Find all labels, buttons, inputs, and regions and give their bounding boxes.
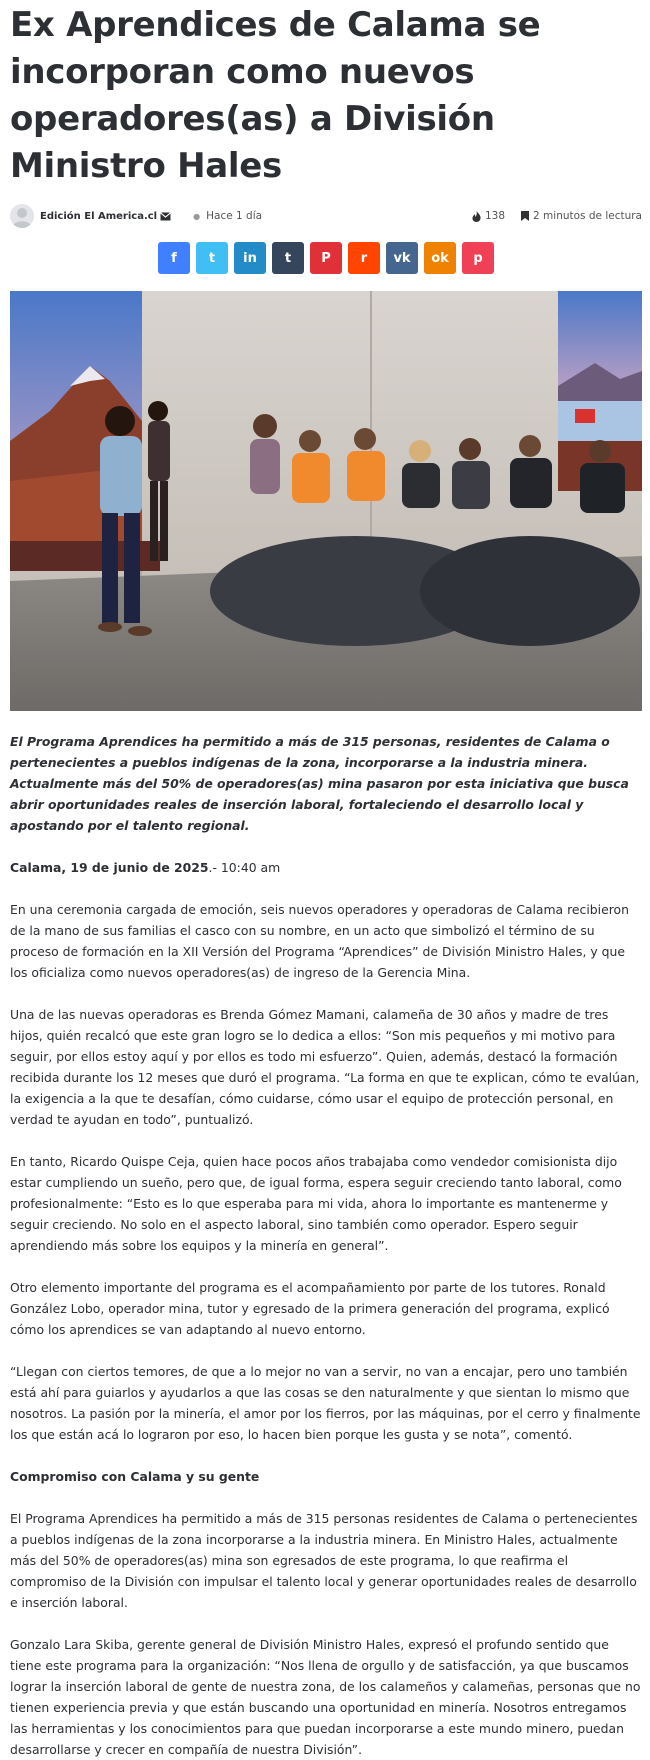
article-container	[10, 0, 642, 1760]
twitter-share-button[interactable]	[196, 242, 228, 274]
paragraph-6: El Programa Aprendices ha permitido a más de 315 personas residentes de Calama o pertenecientes a pueblos indígenas de la zona incorporarse a la industria minera. En Ministro Hales, actualmente más del 50% de operadores(as) mina son egresados de este programa, lo que reafirma el compromiso de la División con impulsar el talento local y generar oportunidades reales de desarrollo e inserción laboral.	[10, 1511, 638, 1610]
article-photo	[10, 291, 642, 711]
bookmark-icon	[521, 211, 529, 221]
paragraph-4: Otro elemento importante del programa es el acompañamiento por parte de los tutores. Ronald González Lobo, operador mina, tutor y egresado de la primera generación del programa, explicó cómo los aprendices se van adaptando al nuevo entorno.	[10, 1280, 610, 1337]
dateline	[10, 857, 642, 878]
envelope-icon[interactable]	[160, 212, 171, 221]
author-name[interactable]: Edición El America.cl	[40, 210, 158, 222]
post-time: Hace 1 día	[206, 210, 263, 222]
author-avatar[interactable]	[10, 204, 34, 228]
dateline-time: .- 10:40 am	[208, 860, 281, 875]
odnoklassniki-icon: ok	[431, 250, 449, 266]
reddit-share-button[interactable]	[348, 242, 380, 274]
pinterest-icon: P	[321, 250, 331, 266]
linkedin-icon: in	[243, 250, 257, 266]
post-stats	[472, 210, 642, 222]
paragraph-7: Gonzalo Lara Skiba, gerente general de División Ministro Hales, expresó el profundo sentido que tiene este programa para la organización: “Nos llena de orgullo y de satisfacción, ya que buscamos lograr la inserción laboral de gente de nuestra zona, de los calameños y calameñas, personas que no tienen experiencia previa y que están buscando una oportunidad en minería. Nosotros entregamos las herramientas y los conocimientos para que puedan incorporarse a este mundo minero, puedan desarrollarse y crecer en compañía de nuestra División”.	[10, 1637, 641, 1757]
tumblr-share-button[interactable]	[272, 242, 304, 274]
facebook-share-button[interactable]	[158, 242, 190, 274]
separator-dot-icon: ●	[193, 211, 201, 221]
fire-icon	[472, 211, 481, 222]
tumblr-icon: t	[284, 250, 292, 266]
twitter-icon: t	[208, 250, 216, 266]
article-lead: El Programa Aprendices ha permitido a más de 315 personas, residentes de Calama o pertenecientes a pueblos indígenas de la zona, incorporarse a la industria minera. Actualmente más del 50% de operadores(as) mina pasaron por esta iniciativa que busca abrir oportunidades reales de inserción laboral, fortaleciendo el desarrollo local y apostando por el talento regional.	[10, 734, 629, 833]
share-buttons	[10, 242, 642, 274]
article-title: Ex Aprendices de Calama se incorporan como nuevos operadores(as) a División Ministro Hales	[10, 5, 541, 186]
read-time: 2 minutos de lectura	[533, 210, 642, 222]
facebook-icon: f	[171, 250, 177, 266]
vk-share-button[interactable]	[386, 242, 418, 274]
view-count: 138	[484, 210, 506, 222]
vk-icon: vk	[393, 250, 411, 266]
paragraph-1: En una ceremonia cargada de emoción, seis nuevos operadores y operadoras de Calama recibieron de la mano de sus familias el casco con su nombre, en un acto que simbolizó el término de su proceso de formación en la XII Versión del Programa “Aprendices” de División Ministro Hales, y que los oficializa como nuevos operadores(as) de ingreso de la Gerencia Mina.	[10, 902, 629, 980]
article-meta	[10, 204, 642, 228]
odnoklassniki-share-button[interactable]	[424, 242, 456, 274]
reddit-icon: r	[360, 250, 368, 266]
pinterest-share-button[interactable]	[310, 242, 342, 274]
section-subheading: Compromiso con Calama y su gente	[10, 1469, 260, 1484]
paragraph-5: “Llegan con ciertos temores, de que a lo mejor no van a servir, no van a encajar, pero uno también está ahí para guiarlos y ayudarlos a que las cosas se den naturalmente y que sientan lo mismo que nosotros. La pasión por la minería, el amor por los fierros, por las máquinas, por el cerro y finalmente los que están acá lo lograron por eso, lo hacen bien porque les gusta y se nota”, comentó.	[10, 1364, 641, 1442]
ceremony-photo-icon	[10, 291, 642, 711]
pocket-share-button[interactable]	[462, 242, 494, 274]
article-body	[10, 731, 642, 1760]
dateline-date: Calama, 19 de junio de 2025	[10, 860, 209, 875]
pocket-icon: p	[473, 250, 483, 266]
linkedin-share-button[interactable]	[234, 242, 266, 274]
paragraph-3: En tanto, Ricardo Quispe Ceja, quien hace pocos años trabajaba como vendedor comisionista dijo estar cumpliendo un sueño, pero que, de igual forma, espera seguir creciendo tanto laboral, como profesionalmente: “Esto es lo que esperaba para mi vida, ahora lo importante es mantenerme y seguir creciendo. No solo en el aspecto laboral, sino también como operador. Espero seguir aprendiendo más sobre los equipos y la minería en general”.	[10, 1154, 622, 1253]
user-icon	[10, 204, 34, 228]
paragraph-2: Una de las nuevas operadoras es Brenda Gómez Mamani, calameña de 30 años y madre de tres hijos, quién recalcó que este gran logro se lo dedica a ellos: “Son mis pequeños y mi motivo para seguir, por ellos estoy aquí y por ellos es todo mi esfuerzo”. Quien, además, destacó la formación recibida durante los 12 meses que duró el programa. “La forma en que te explican, cómo te evalúan, la exigencia a la que te desafían, cómo cuidarse, cómo usar el equipo de protección personal, en verdad te ayudan en todo”, puntualizó.	[10, 1007, 640, 1127]
